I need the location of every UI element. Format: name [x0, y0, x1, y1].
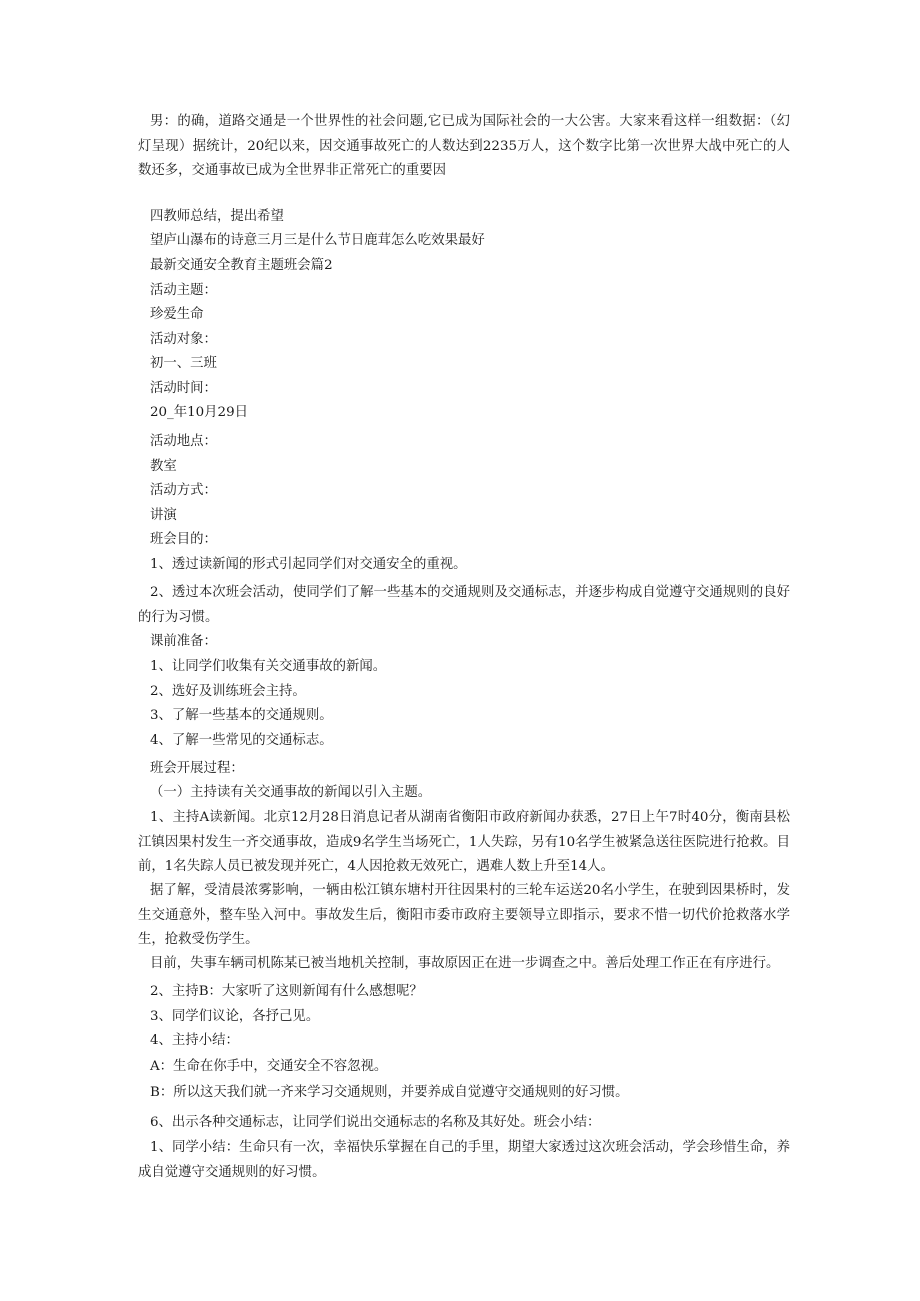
process-discussion: 3、同学们议论，各抒己见。: [150, 1009, 320, 1024]
preparation-item-1: 1、让同学们收集有关交通事故的新闻。: [150, 659, 387, 674]
preparation-item-3: 3、了解一些基本的交通规则。: [150, 708, 333, 723]
process-news-detail: 据了解，受清晨浓雾影响，一辆由松江镇东塘村开往因果村的三轮车运送20名小学生，在驶到因果桥时，发生交通意外，整车坠入河中。事故发生后，衡阳市委市政府主要领导立即指示，要求不惜一切代价抢救落水学生，抢救受伤学生。: [138, 883, 790, 947]
purpose-item-2: 2、透过本次班会活动，使同学们了解一些基本的交通规则及交通标志，并逐步构成自觉遵守交通规则的良好的行为习惯。: [138, 585, 790, 625]
process-news-status: 目前，失事车辆司机陈某已被当地机关控制，事故原因正在进一步调查之中。善后处理工作正在有序进行。: [150, 956, 780, 971]
process-section-1: （一）主持读有关交通事故的新闻以引入主题。: [150, 785, 432, 800]
value-activity-method: 讲演: [150, 508, 177, 523]
label-meeting-purpose: 班会目的：: [150, 532, 217, 547]
value-activity-time: 20_年10月29日: [150, 405, 248, 420]
paragraph-intro-statistics: 男：的确，道路交通是一个世界性的社会问题,它已成为国际社会的一大公害。大家来看这样一组数据：（幻灯呈现）据统计，20纪以来，因交通事故死亡的人数达到2235万人，这个数字比第一次世界大战中死亡的人数还多，交通事故已成为全世界非正常死亡的重要因: [138, 114, 790, 178]
student-summary: 1、同学小结：生命只有一次，幸福快乐掌握在自己的手里，期望大家透过这次班会活动，学会珍惜生命，养成自觉遵守交通规则的好习惯。: [138, 1140, 790, 1180]
summary-line-a: A：生命在你手中，交通安全不容忽视。: [150, 1059, 388, 1074]
process-host-summary: 4、主持小结：: [150, 1033, 239, 1048]
label-activity-theme: 活动主题：: [150, 283, 217, 298]
process-news-reading: 1、主持A读新闻。北京12月28日消息记者从湖南省衡阳市政府新闻办获悉，27日上午7时40分，衡南县松江镇因果村发生一齐交通事故，造成9名学生当场死亡，1人失踪，另有10名学生被紧急送往医院进行抢救。目前，1名失踪人员已被发现并死亡，4人因抢救无效死亡，遇难人数上升至14人。: [138, 810, 790, 874]
value-activity-target: 初一、三班: [150, 356, 217, 371]
paragraph-misc-links: 望庐山瀑布的诗意三月三是什么节日鹿茸怎么吃效果最好: [150, 233, 485, 248]
heading-article-title: 最新交通安全教育主题班会篇2: [150, 258, 333, 273]
value-activity-theme: 珍爱生命: [150, 307, 204, 322]
process-traffic-signs: 6、出示各种交通标志，让同学们说出交通标志的名称及其好处。班会小结：: [150, 1115, 601, 1130]
label-activity-target: 活动对象：: [150, 332, 217, 347]
label-activity-method: 活动方式：: [150, 483, 217, 498]
label-process: 班会开展过程：: [150, 761, 244, 776]
label-preparation: 课前准备：: [150, 634, 217, 649]
label-activity-location: 活动地点：: [150, 434, 217, 449]
preparation-item-2: 2、选好及训练班会主持。: [150, 684, 306, 699]
value-activity-location: 教室: [150, 459, 177, 474]
process-host-b-question: 2、主持B：大家听了这则新闻有什么感想呢？: [150, 984, 423, 999]
label-activity-time: 活动时间：: [150, 381, 217, 396]
summary-line-b: B：所以这天我们就一齐来学习交通规则，并要养成自觉遵守交通规则的好习惯。: [150, 1085, 629, 1100]
purpose-item-1: 1、透过读新闻的形式引起同学们对交通安全的重视。: [150, 557, 467, 572]
preparation-item-4: 4、了解一些常见的交通标志。: [150, 733, 333, 748]
heading-teacher-summary: 四教师总结，提出希望: [150, 209, 284, 224]
